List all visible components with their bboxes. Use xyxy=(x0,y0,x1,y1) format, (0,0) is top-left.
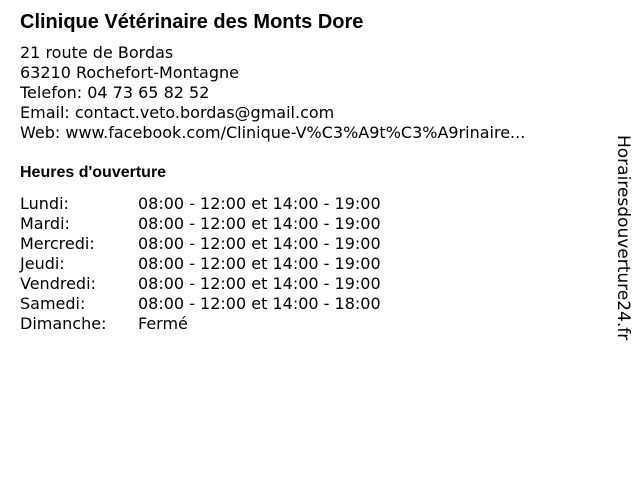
day-label: Lundi: xyxy=(20,194,69,213)
email-line: Email: contact.veto.bordas@gmail.com xyxy=(20,103,335,122)
time-value: 08:00 - 12:00 et 14:00 - 19:00 xyxy=(138,234,381,253)
time-value: Fermé xyxy=(138,314,188,333)
day-label: Dimanche: xyxy=(20,314,107,333)
clinic-title: Clinique Vétérinaire des Monts Dore xyxy=(20,11,364,33)
web-line: Web: www.facebook.com/Clinique-V%C3%A9t%C3%A9rinaire... xyxy=(20,123,526,142)
time-value: 08:00 - 12:00 et 14:00 - 19:00 xyxy=(138,274,381,293)
time-value: 08:00 - 12:00 et 14:00 - 19:00 xyxy=(138,194,381,213)
day-label: Mardi: xyxy=(20,214,70,233)
time-value: 08:00 - 12:00 et 14:00 - 19:00 xyxy=(138,254,381,273)
day-label: Vendredi: xyxy=(20,274,96,293)
contact-block xyxy=(20,43,525,143)
day-label: Jeudi: xyxy=(20,254,65,273)
time-value: 08:00 - 12:00 et 14:00 - 18:00 xyxy=(138,294,381,313)
day-label: Mercredi: xyxy=(20,234,95,253)
day-label: Samedi: xyxy=(20,294,86,313)
hours-heading: Heures d'ouverture xyxy=(20,164,167,181)
time-value: 08:00 - 12:00 et 14:00 - 19:00 xyxy=(138,214,381,233)
address-line-street: 21 route de Bordas xyxy=(20,43,174,62)
brand-text: Horairesdouverture24.fr xyxy=(613,135,633,341)
phone-line: Telefon: 04 73 65 82 52 xyxy=(20,83,210,102)
address-line-city: 63210 Rochefort-Montagne xyxy=(20,63,239,82)
brand-watermark xyxy=(603,135,639,375)
